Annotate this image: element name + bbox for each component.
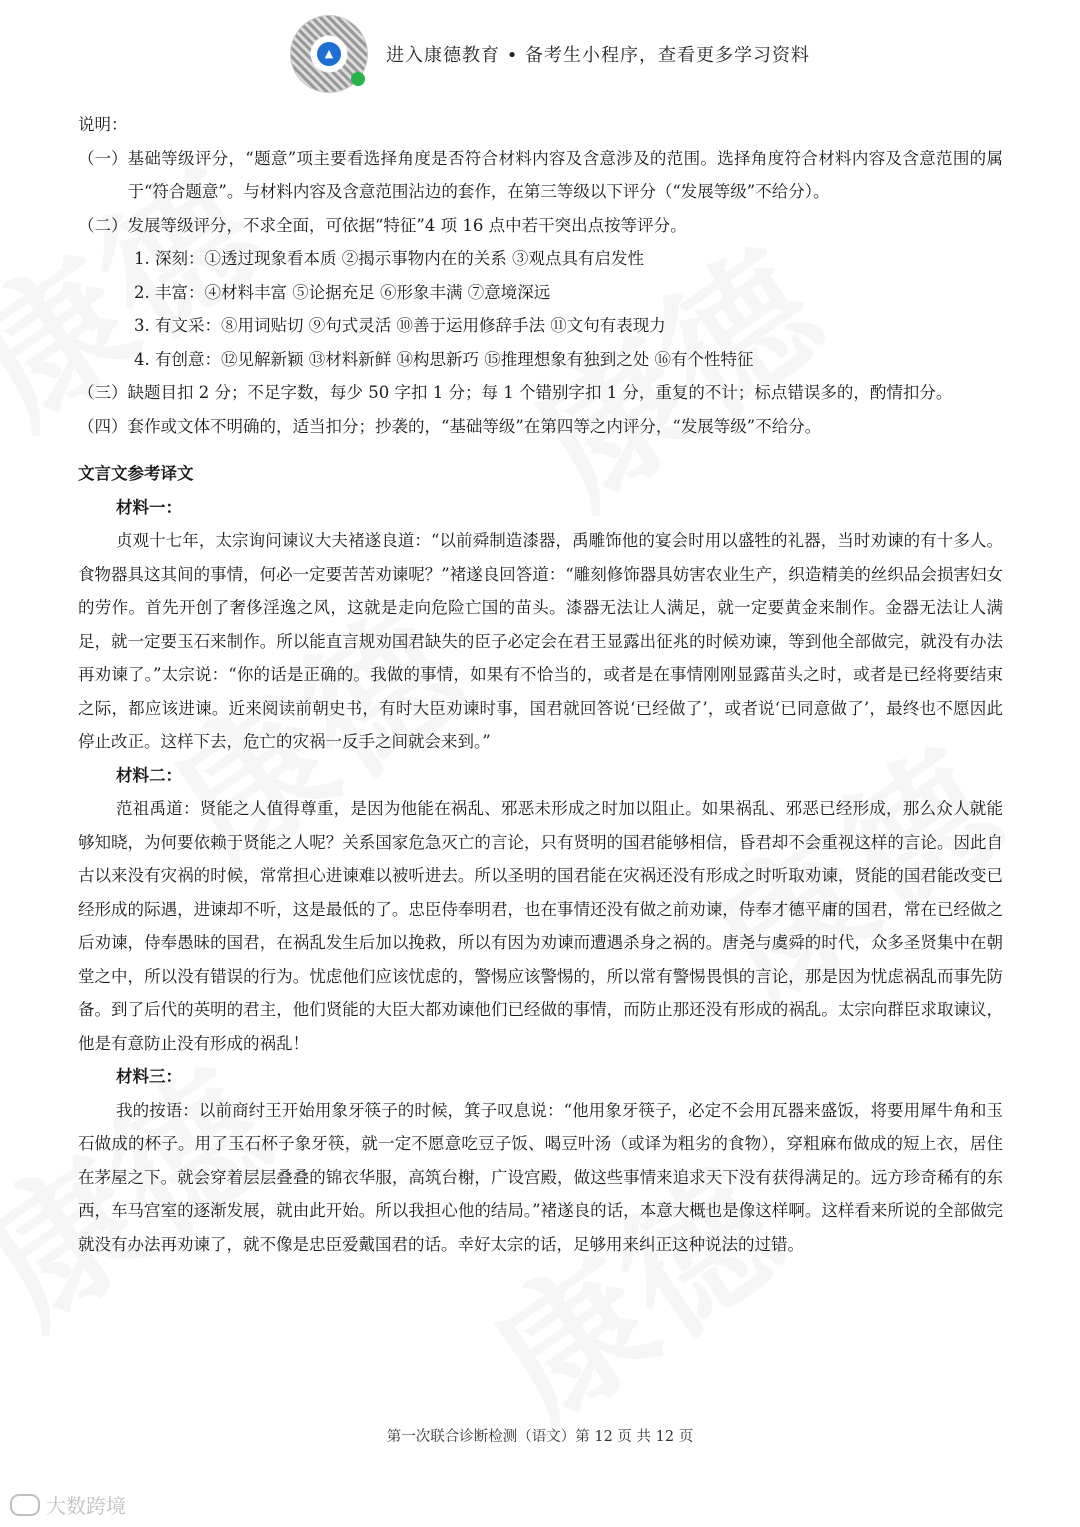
explain-item-1 — [78, 142, 1003, 209]
item-number: （三） — [78, 383, 128, 402]
item-number: （四） — [78, 416, 128, 436]
item-text: 缺题目扣 2 分；不足字数，每少 50 字扣 1 分；每 1 个错别字扣 1 分，重复的不计；标点错误多的，酌情扣分。 — [127, 383, 953, 402]
document-body — [78, 108, 1003, 1261]
criteria-literary: 3. 有文采：⑧用词贴切 ⑨句式灵活 ⑩善于运用修辞手法 ⑪文句有表现力 — [134, 316, 666, 335]
header-promo-text: 进入康德教育 • 备考生小程序，查看更多学习资料 — [386, 45, 811, 66]
explain-title: 说明： — [78, 115, 128, 134]
item-number: （一） — [78, 148, 128, 168]
material-1-text: 贞观十七年，太宗询问谏议大夫褚遂良道：“以前舜制造漆器，禹雕饰他的宴会时用以盛牲的礼器，当时劝谏的有十多人。食物器具这其间的事情，何必一定要苦苦劝谏呢？”褚遂良回答道：“雕刻修饰器具妨害农业生产，织造精美的丝织品会损害妇女的劳作。首先开创了奢侈淫逸之风，这就是走向危险亡国的苗头。漆器无法让人满足，就一定要黄金来制作。金器无法让人满足，就一定要玉石来制作。所以能直言规劝国君缺失的臣子必定会在君王显露出征兆的时候劝谏，等到他全部做完，就没有办法再劝谏了。”太宗说：“你的话是正确的。我做的事情，如果有不恰当的，或者是在事情刚刚显露苗头之时，或者是已经将要结束之际，都应该进谏。近来阅读前朝史书，有时大臣劝谏时事，国君就回答说‘已经做了’，或者说‘已同意做了’，最终也不愿因此停止改正。这样下去，危亡的灾祸一反手之间就会来到。” — [78, 531, 1003, 751]
item-text: 基础等级评分，“题意”项主要看选择角度是否符合材料内容及含意涉及的范围。选择角度符合材料内容及含意范围的属于“符合题意”。与材料内容及含意范围沾边的套作，在第三等级以下评分（“发展等级”不给分）。 — [127, 148, 1003, 201]
criteria-richness: 2. 丰富：④材料丰富 ⑤论据充足 ⑥形象丰满 ⑦意境深远 — [134, 282, 551, 302]
material-2-text: 范祖禹道：贤能之人值得尊重，是因为他能在祸乱、邪恶未形成之时加以阻止。如果祸乱、邪恶已经形成，那么众人就能够知晓，为何要依赖于贤能之人呢？关系国家危急灭亡的言论，只有贤明的国君能够相信，昏君却不会重视这样的言论。因此自古以来没有灾祸的时候，常常担心进谏难以被听进去。所以圣明的国君能在灾祸还没有形成之时听取劝谏，贤能的国君能改变已经形成的际遇，进谏却不听，这是最低的了。忠臣侍奉明君，也在事情还没有做之前劝谏，侍奉才德平庸的国君，常在已经做之后劝谏，侍奉愚昧的国君，在祸乱发生后加以挽救，所以有因为劝谏而遭遇杀身之祸的。唐尧与虞舜的时代，众多圣贤集中在朝堂之中，所以没有错误的行为。忧虑他们应该忧虑的，警惕应该警惕的，所以常有警惕畏惧的言论，那是因为忧虑祸乱而事先防备。到了后代的英明的君主，他们贤能的大臣大都劝谏他们已经做的事情，而防止那还没有形成的祸乱。太宗向群臣求取谏议，他是有意防止没有形成的祸乱！ — [78, 799, 1003, 1053]
item-number: （二） — [78, 215, 128, 235]
mini-program-badge-icon — [351, 72, 365, 86]
watermark-logo-icon — [10, 1494, 40, 1516]
page-header — [290, 14, 810, 94]
material-2-title: 材料二： — [116, 765, 182, 785]
brand-logo-icon: ▲ — [317, 42, 341, 66]
criteria-depth: 1. 深刻：①透过现象看本质 ②揭示事物内在的关系 ③观点具有启发性 — [134, 249, 644, 268]
corner-watermark — [10, 1490, 126, 1519]
item-text: 发展等级评分，不求全面，可依据“特征”4 项 16 点中若干突出点按等评分。 — [127, 215, 687, 235]
explain-item-4 — [78, 410, 1003, 444]
explain-item-3 — [78, 376, 1003, 410]
corner-watermark-text: 大数跨境 — [46, 1494, 126, 1518]
material-3-title: 材料三： — [116, 1067, 182, 1086]
material-1-title: 材料一： — [116, 497, 182, 517]
page-footer: 第一次联合诊断检测（语文）第 12 页 共 12 页 — [386, 1429, 694, 1445]
translation-title: 文言文参考译文 — [78, 464, 194, 483]
material-3-text: 我的按语：以前商纣王开始用象牙筷子的时候，箕子叹息说：“他用象牙筷子，必定不会用瓦器来盛饭，将要用犀牛角和玉石做成的杯子。用了玉石杯子象牙筷，就一定不愿意吃豆子饭、喝豆叶汤（或译为粗劣的食物），穿粗麻布做成的短上衣，居住在茅屋之下。就会穿着层层叠叠的锦衣华服，高筑台榭，广设宫殿，做这些事情来追求天下没有获得满足的。远方珍奇稀有的东西，车马宫室的逐渐发展，就由此开始。所以我担心他的结局。”褚遂良的话，本意大概也是像这样啊。这样看来所说的全部做完就没有办法再劝谏了，就不像是忠臣爱戴国君的话。幸好太宗的话，足够用来纠正这种说法的过错。 — [78, 1100, 1003, 1254]
criteria-creativity: 4. 有创意：⑫见解新颖 ⑬材料新鲜 ⑭构思新巧 ⑮推理想象有独到之处 ⑯有个性特征 — [134, 349, 754, 369]
item-text: 套作或文体不明确的，适当扣分；抄袭的，“基础等级”在第四等之内评分，“发展等级”不给分。 — [127, 416, 822, 436]
explain-item-2 — [78, 209, 1003, 243]
qr-code-icon[interactable] — [290, 15, 368, 93]
